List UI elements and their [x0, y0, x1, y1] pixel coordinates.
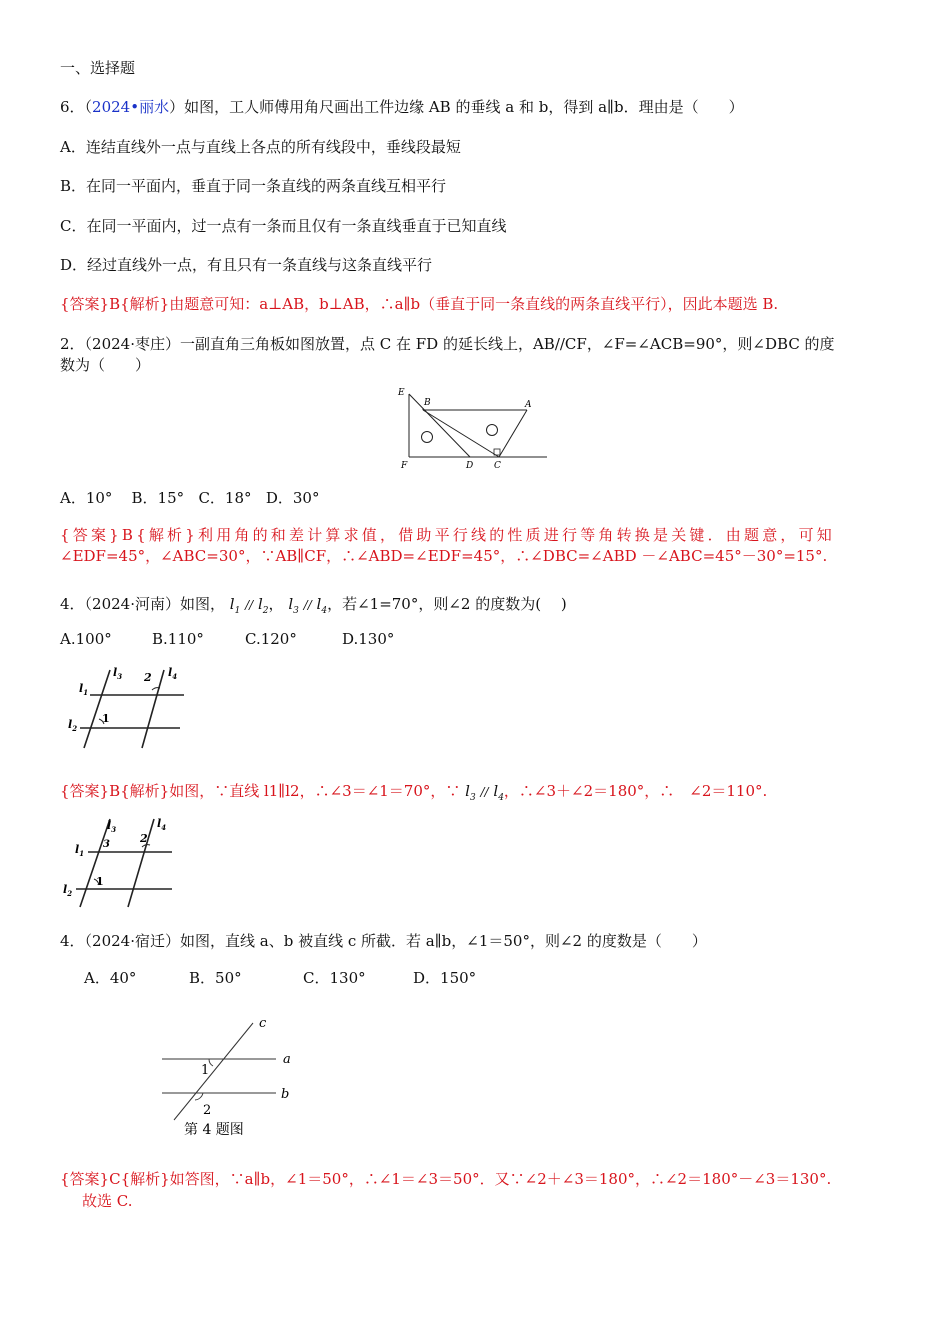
q2-line-ac — [499, 410, 527, 457]
q4b-options — [84, 968, 476, 988]
q4b-stem: 4．（2024·宿迁）如图，直线 a、b 被直线 c 所截．若 a∥b，∠1＝50°，则∠2 的度数是（ ） — [60, 932, 707, 950]
q4a-stem-prefix: 4．（2024·河南）如图， — [60, 595, 225, 613]
q6-source: 2024•丽水 — [92, 98, 170, 116]
q4a-l2: $l_2$ — [257, 595, 269, 616]
q4a-answer — [60, 781, 767, 808]
q4a-fig-label-l1: $l_1$ — [79, 682, 89, 697]
q4b-answer-line1: {答案}C{解析}如答图，∵a∥b，∠1＝50°，∴∠1＝∠3＝50°．又∵∠2＋∠3＝180°，∴∠2＝180°－∠3＝130°. — [60, 1170, 832, 1188]
q4a-answer-suffix: ，∴∠3＋∠2＝180°，∴ ∠2＝110°. — [503, 782, 768, 800]
q2-option-b: B．15° — [131, 489, 185, 507]
q4a-option-b: B.110° — [152, 630, 204, 648]
q4a-figure — [62, 662, 192, 752]
q6-option-b: B．在同一平面内，垂直于同一条直线的两条直线互相平行 — [60, 177, 447, 195]
q4a-l3: $l_3$ — [288, 595, 299, 616]
q2-stem-line1: 2．（2024·枣庄）一副直角三角板如图放置，点 C 在 FD 的延长线上，AB//CF，∠F=∠ACB=90°，则∠DBC 的度 — [60, 335, 835, 353]
q4a-fig-label-l2: $l_2$ — [68, 718, 78, 733]
q6-option-d: D．经过直线外一点，有且只有一条直线与这条直线平行 — [60, 256, 433, 274]
q6-stem-text: ）如图，工人师傅用角尺画出工件边缘 AB 的垂线 a 和 b，得到 a∥b．理由是（ ） — [169, 98, 744, 116]
q4b-option-a: A．40° — [84, 969, 137, 987]
q2-options — [60, 488, 319, 508]
q2-hole-2 — [487, 425, 498, 436]
q2-answer-line1: {答案}B{解析}利用角的和差计算求值，借助平行线的性质进行等角转换是关键．由题意，可知 — [60, 526, 836, 544]
q4b-option-b: B．50° — [189, 969, 242, 987]
q2-answer-line2: ∠EDF=45°，∠ABC=30°，∵AB∥CF，∴∠ABD=∠EDF=45°，∴∠DBC=∠ABD －∠ABC=45°－30°=15°. — [60, 547, 828, 565]
q2-label-c: C — [494, 461, 501, 471]
q4b-figure — [150, 1010, 310, 1145]
q4a-l4: $l_4$ — [316, 595, 328, 616]
q6-stem — [60, 97, 744, 117]
q4a-fig-label-l4: $l_4$ — [168, 666, 178, 681]
q2-line-ed — [409, 394, 470, 457]
q4a-options — [60, 629, 394, 649]
q4a-answer-prefix: {答案}B{解析}如图，∵直线 l1∥l2，∴∠3＝∠1＝70°，∵ — [60, 782, 461, 800]
q2-figure — [395, 384, 555, 474]
q2-option-d: D．30° — [265, 489, 320, 507]
q2-label-f: F — [401, 461, 408, 471]
q4b-figure-caption: 第 4 题图 — [184, 1122, 244, 1138]
q4a-option-c: C.120° — [245, 630, 297, 648]
q4a-answer-fig-label-l2: $l_2$ — [63, 883, 73, 898]
q4a-answer-l3: $l_3$ — [465, 782, 476, 803]
q2-option-a: A．10° — [60, 489, 113, 507]
q4a-answer-fig-label-3: 3 — [103, 839, 110, 850]
q4a-answer-line-l3 — [80, 819, 110, 907]
q4a-fig-label-l3: $l_3$ — [113, 666, 123, 681]
q4b-answer-line2: 故选 C. — [82, 1192, 133, 1210]
q4a-line-l3 — [84, 670, 110, 748]
q4b-line-c — [174, 1023, 253, 1120]
q4a-answer-fig-label-1: 1 — [96, 875, 104, 888]
q4b-option-c: C．130° — [303, 969, 366, 987]
q4a-answer-fig-label-2: 2 — [140, 832, 148, 845]
q4b-label-2: 2 — [203, 1103, 212, 1118]
q4a-answer-figure — [58, 815, 188, 910]
section-title: 一、选择题 — [60, 59, 136, 77]
q4a-comma: ， — [268, 595, 284, 613]
q4a-stem — [60, 594, 567, 621]
q4a-option-d: D.130° — [342, 630, 395, 648]
q4b-label-c: c — [259, 1016, 267, 1031]
q2-label-b: B — [424, 398, 431, 408]
q2-label-d: D — [466, 461, 474, 471]
q2-stem-line2: 数为（ ） — [60, 356, 151, 374]
q4a-stem-suffix: ，若∠1=70°，则∠2 的度数为( ) — [327, 595, 567, 613]
q4a-parallel-1: // — [245, 598, 254, 612]
q4b-label-b: b — [281, 1087, 290, 1102]
q6-number: 6．（ — [60, 98, 93, 116]
q2-label-a: A — [525, 400, 532, 410]
q4a-answer-fig-label-l4: $l_4$ — [157, 817, 167, 832]
q4b-option-d: D．150° — [413, 969, 477, 987]
q4a-fig-label-1: 1 — [102, 712, 110, 725]
q4b-label-1: 1 — [201, 1063, 210, 1078]
q4a-fig-label-2: 2 — [144, 671, 152, 684]
q6-answer: {答案}B{解析}由题意可知：a⊥AB，b⊥AB，∴a∥b（垂直于同一条直线的两条直线平行），因此本题选 B. — [60, 295, 779, 313]
q4a-answer-fig-label-l1: $l_1$ — [75, 843, 85, 858]
q2-option-c: C．18° — [198, 489, 252, 507]
q2-hole-1 — [422, 432, 433, 443]
q4a-answer-parallel: // — [480, 785, 489, 799]
q4a-option-a: A.100° — [60, 630, 112, 648]
q6-option-c: C．在同一平面内，过一点有一条而且仅有一条直线垂直于已知直线 — [60, 217, 507, 235]
q6-option-a: A．连结直线外一点与直线上各点的所有线段中，垂线段最短 — [60, 138, 461, 156]
q4a-answer-fig-label-l3: $l_3$ — [107, 819, 117, 834]
q2-label-e: E — [398, 388, 405, 398]
q4a-parallel-2: // — [303, 598, 312, 612]
q4a-l1: $l_1$ — [229, 595, 241, 616]
q4a-answer-l4: $l_4$ — [493, 782, 504, 803]
q4b-label-a: a — [283, 1052, 291, 1067]
